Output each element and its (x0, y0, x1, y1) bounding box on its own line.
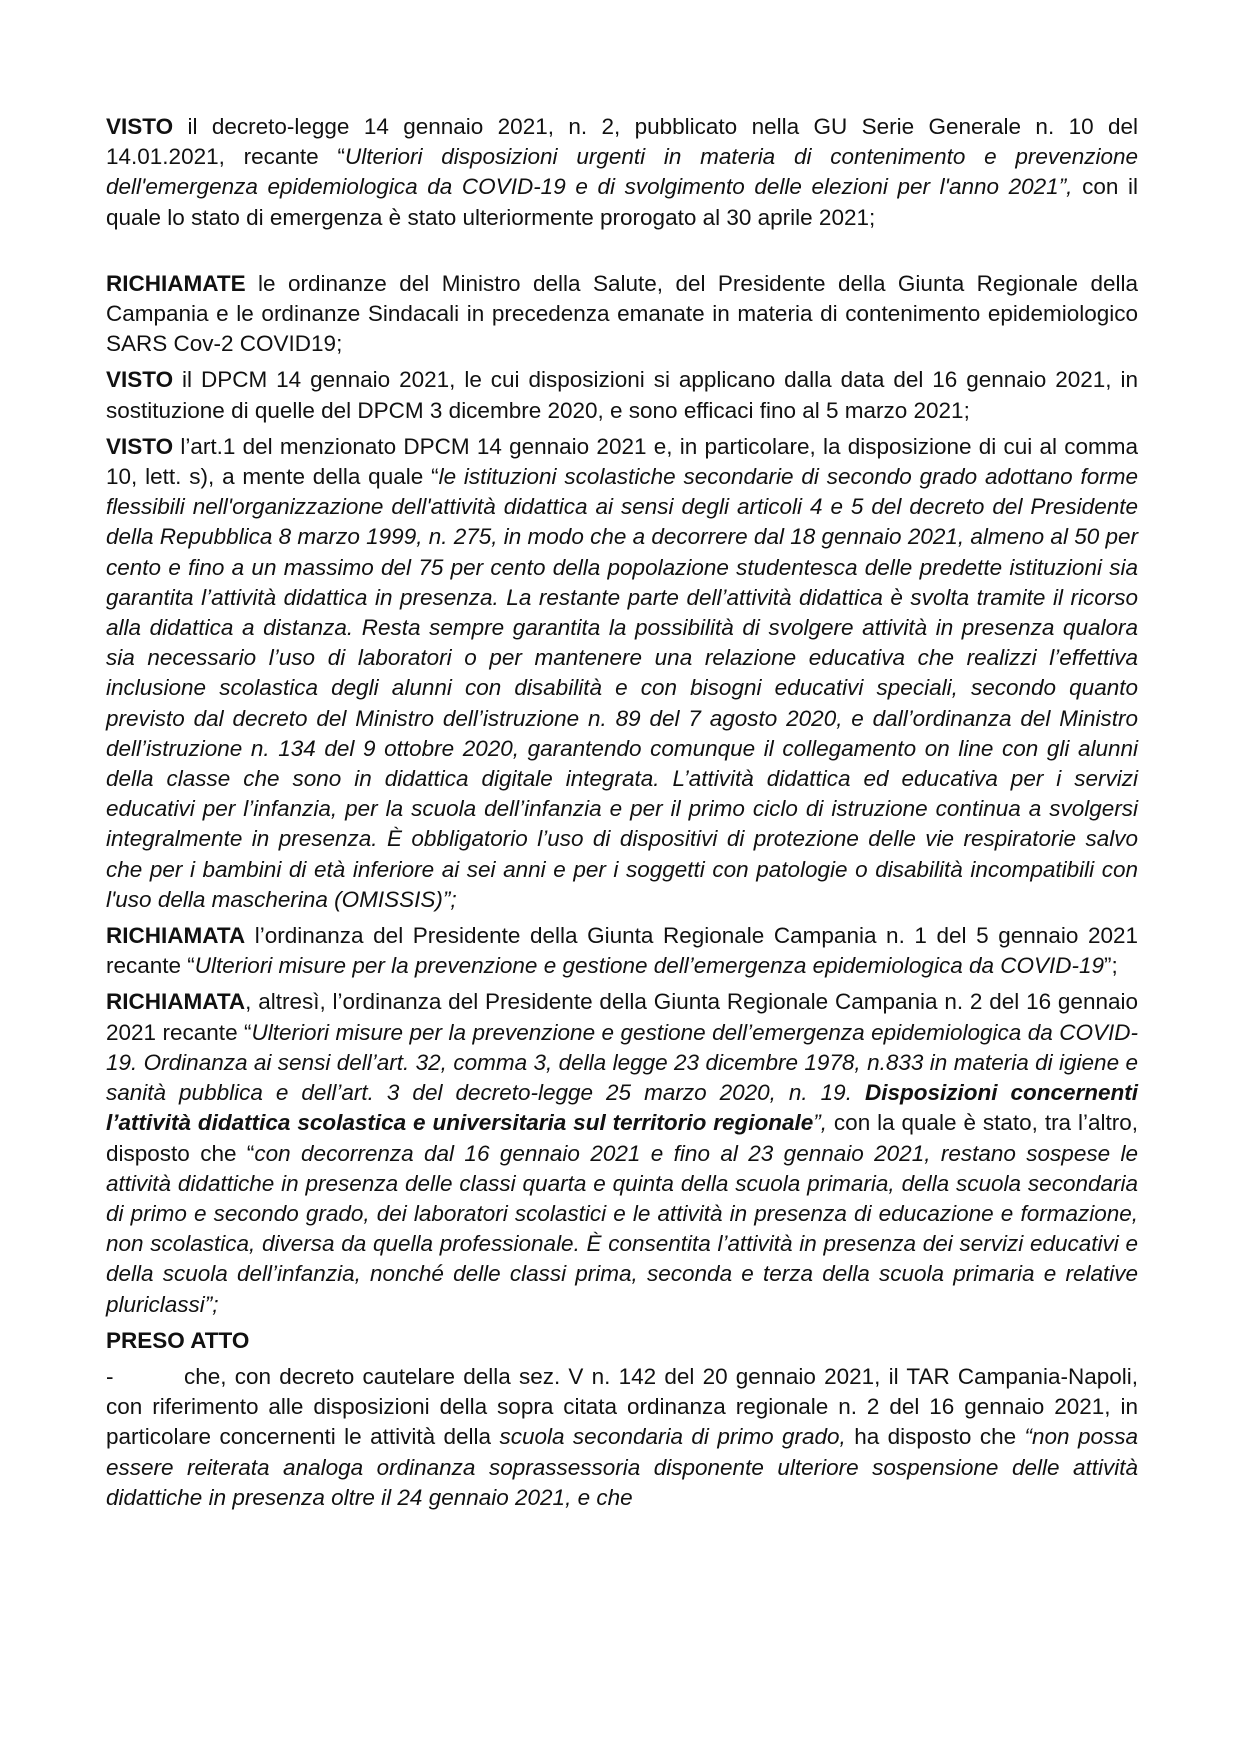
text-segment: VISTO (106, 114, 174, 139)
text-segment: Ulteriori disposizioni urgenti in materia di contenimento e prevenzione dell'emergenza epidemiologica da COVID-19 e di svolgimento delle elezioni per l'anno 2021”, (106, 144, 1138, 200)
text-segment: il DPCM 14 gennaio 2021, le cui disposizioni si applicano dalla data del 16 gennaio 2021, in sostituzione di quelle del DPCM 3 dicembre 2020, e sono efficaci fino al 5 marzo 2021; (106, 367, 1138, 423)
paragraph-visto-decreto-legge (106, 112, 1138, 233)
text-segment: le istituzioni scolastiche secondarie di secondo grado adottano forme flessibili nell'organizzazione dell'attività didattica ai sensi degli articoli 4 e 5 del decreto del Presidente della Repubblica 8 marzo 1999, n. 275, in modo che a decorrere dal 18 gennaio 2021, almeno al 50 per cento e fino a un massimo del 75 per cento della popolazione studentesca delle predette istituzioni sia garantita l’attività didattica in presenza. La restante parte dell’attività didattica è svolta tramite il ricorso alla didattica a distanza. Resta sempre garantita la possibilità di svolgere attività in presenza qualora sia necessario l’uso di laboratori o per mantenere una relazione educativa che realizzi l’effettiva inclusione scolastica degli alunni con disabilità e con bisogni educativi speciali, secondo quanto previsto dal decreto del Ministro dell’istruzione n. 89 del 7 agosto 2020, e dall’ordinanza del Ministro dell’istruzione n. 134 del 9 ottobre 2020, garantendo comunque il collegamento on line con gli alunni della classe che sono in didattica digitale integrata. L’attività didattica ed educativa per i servizi educativi per l’infanzia, per la scuola dell’infanzia e per il primo ciclo di istruzione continua a svolgersi integralmente in presenza. È obbligatorio l’uso di dispositivi di protezione delle vie respiratorie salvo che per i bambini di età inferiore ai sei anni e per i soggetti con patologie o disabilità incompatibili con l'uso della mascherina (OMISSIS)”; (106, 464, 1138, 912)
text-segment: con il quale lo stato di emergenza è stato ulteriormente prorogato al 30 aprile 2021; (106, 174, 1138, 230)
text-segment: Ulteriori misure per la prevenzione e gestione dell’emergenza epidemiologica da COVID-19. Ordinanza ai sensi dell’art. 32, comma 3, della legge 23 dicembre 1978, n.833 in materia di igiene e sanità pubblica e dell’art. 3 del decreto-legge 25 marzo 2020, n. 19. (106, 1019, 1138, 1106)
text-segment: Disposizioni concernenti l’attività didattica scolastica e universitaria sul territorio regionale (106, 1080, 1138, 1136)
text-segment: scuola secondaria di primo grado, (499, 1424, 846, 1450)
text-segment: VISTO (106, 433, 174, 459)
text-segment: le ordinanze del Ministro della Salute, del Presidente della Giunta Regionale della Campania e le ordinanze Sindacali in precedenza emanate in materia di contenimento epidemiologico SARS Cov-2 COVID19; (106, 270, 1138, 357)
text-segment: il decreto-legge 14 gennaio 2021, n. 2, pubblicato nella GU Serie Generale n. 10 del 14.01.2021, recante “ (106, 114, 1138, 170)
paragraph-richiamata-ordinanza-1 (106, 921, 1138, 981)
text-segment: RICHIAMATA (106, 923, 246, 949)
text-segment: ”; (1104, 953, 1118, 979)
text-segment: , altresì, l’ordinanza del Presidente della Giunta Regionale Campania n. 2 del 16 gennaio 2021 recante “ (106, 989, 1138, 1045)
document-page (106, 112, 1138, 1519)
paragraph-richiamata-ordinanza-2 (106, 987, 1138, 1319)
text-segment: ha disposto che (845, 1424, 1025, 1450)
list-dash: - (106, 1363, 114, 1389)
text-segment: l’art.1 del menzionato DPCM 14 gennaio 2021 e, in particolare, la disposizione di cui al comma 10, lett. s), a mente della quale “ (106, 433, 1138, 490)
text-segment: ”, (813, 1110, 828, 1136)
paragraph-richiamate-ordinanze (106, 269, 1138, 360)
text-segment: “non possa essere reiterata analoga ordinanza soprassessoria disponente ulteriore sospensione delle attività didattiche in presenza oltre il 24 gennaio 2021, e che (106, 1424, 1139, 1510)
text-segment: RICHIAMATE (106, 270, 246, 296)
text-segment: RICHIAMATA (106, 989, 246, 1015)
text-segment: Ulteriori misure per la prevenzione e gestione dell’emergenza epidemiologica da COVID-19 (194, 953, 1105, 979)
heading-preso-atto: PRESO ATTO (106, 1327, 250, 1353)
text-segment: con la quale è stato, tra l’altro, disposto che “ (106, 1110, 1138, 1166)
text-segment: l’ordinanza del Presidente della Giunta Regionale Campania n. 1 del 5 gennaio 2021 recante “ (106, 923, 1138, 979)
text-segment: con decorrenza dal 16 gennaio 2021 e fino al 23 gennaio 2021, restano sospese le attività didattiche in presenza delle classi quarta e quinta della scuola primaria, della scuola secondaria di primo e secondo grado, dei laboratori scolastici e le attività in presenza di educazione e formazione, non scolastica, diversa da quella professionale. È consentita l’attività in presenza dei servizi educativi e della scuola dell’infanzia, nonché delle classi prima, seconda e terza della scuola primaria e relative pluriclassi”; (106, 1140, 1139, 1317)
preso-atto-text (106, 1364, 1138, 1510)
paragraph-visto-art1 (106, 432, 1138, 915)
text-segment: che, con decreto cautelare della sez. V n. 142 del 20 gennaio 2021, il TAR Campania-Napoli, con riferimento alle disposizioni della sopra citata ordinanza regionale n. 2 del 16 gennaio 2021, in particolare concernenti le attività della (106, 1363, 1138, 1450)
text-segment: VISTO (106, 367, 174, 393)
paragraph-visto-dpcm (106, 365, 1138, 425)
paragraph-preso-atto-item (106, 1362, 1138, 1513)
